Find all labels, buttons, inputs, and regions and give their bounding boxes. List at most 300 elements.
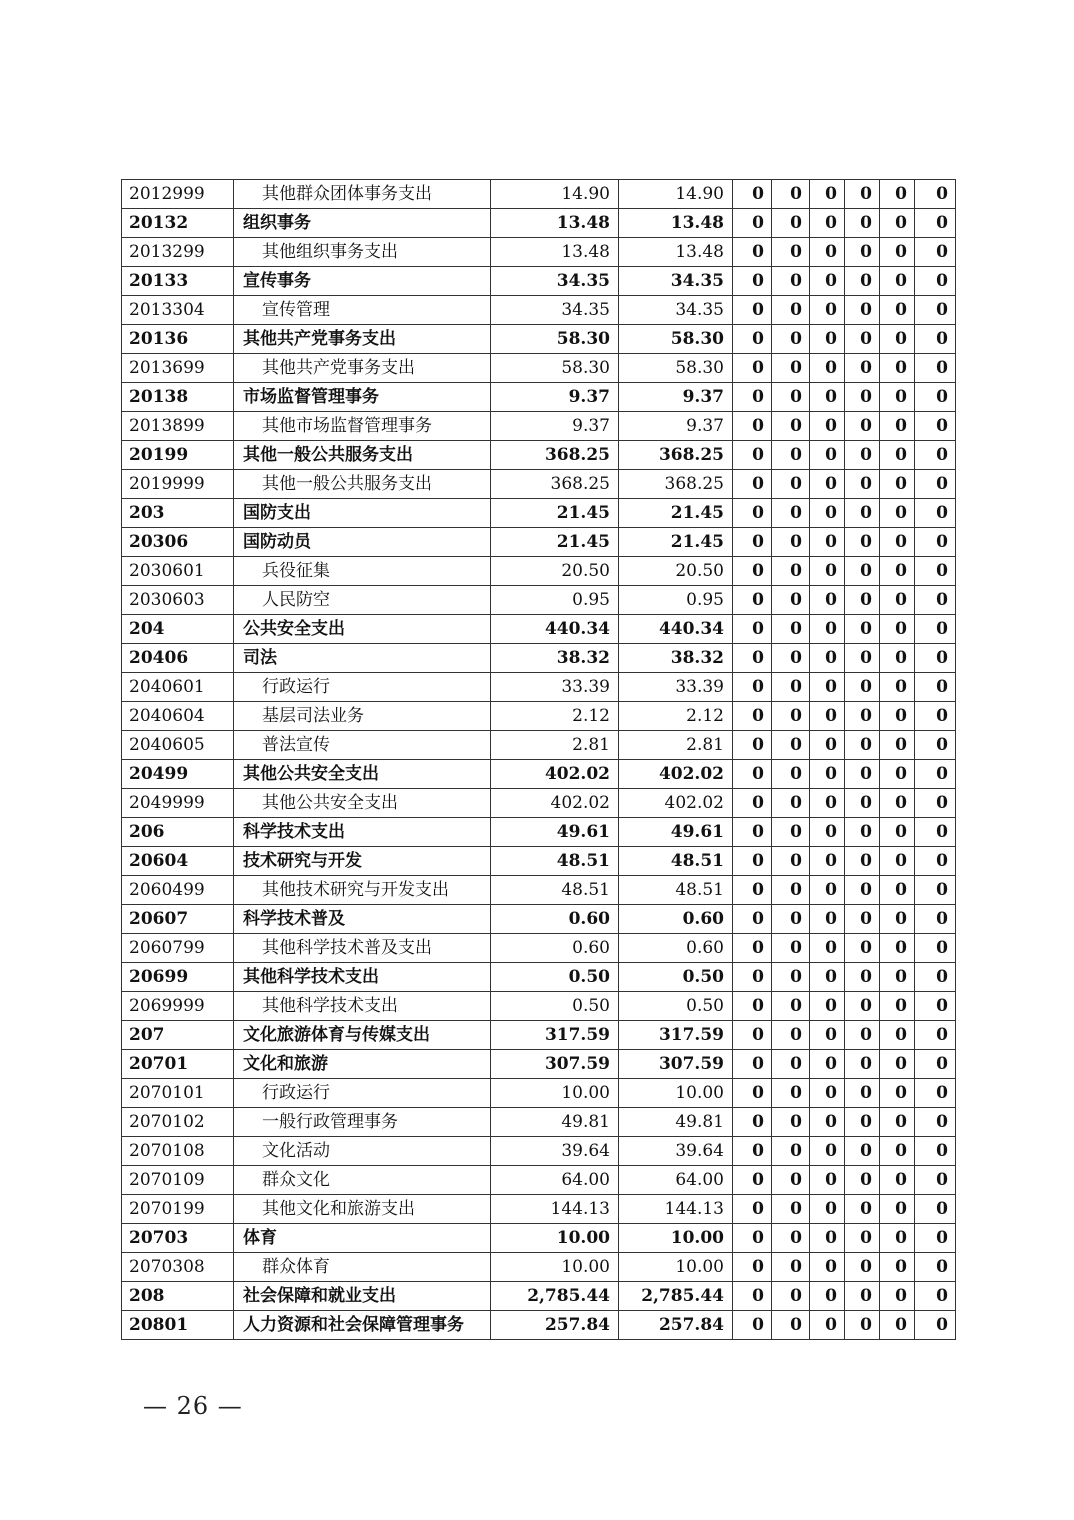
zero-value-cell: 0	[880, 354, 915, 383]
total-amount-cell: 2.12	[491, 702, 619, 731]
basic-amount-cell: 48.51	[619, 876, 733, 905]
basic-amount-cell: 317.59	[619, 1021, 733, 1050]
zero-value-cell: 0	[845, 905, 880, 934]
zero-value-cell: 0	[845, 1108, 880, 1137]
zero-value-cell: 0	[845, 1282, 880, 1311]
total-amount-cell: 9.37	[491, 383, 619, 412]
zero-value-cell: 0	[772, 325, 810, 354]
zero-value-cell: 0	[880, 615, 915, 644]
subject-code-cell: 2019999	[122, 470, 234, 499]
zero-value-cell: 0	[733, 209, 772, 238]
zero-value-cell: 0	[880, 1195, 915, 1224]
basic-amount-cell: 402.02	[619, 760, 733, 789]
zero-value-cell: 0	[733, 1108, 772, 1137]
zero-value-cell: 0	[845, 615, 880, 644]
total-amount-cell: 20.50	[491, 557, 619, 586]
zero-value-cell: 0	[880, 470, 915, 499]
table-row	[122, 992, 956, 1021]
table-row	[122, 180, 956, 209]
zero-value-cell: 0	[845, 296, 880, 325]
zero-value-cell: 0	[772, 615, 810, 644]
zero-value-cell: 0	[810, 180, 845, 209]
table-row	[122, 528, 956, 557]
zero-value-cell: 0	[880, 238, 915, 267]
zero-value-cell: 0	[880, 528, 915, 557]
zero-value-cell: 0	[772, 905, 810, 934]
zero-value-cell: 0	[845, 644, 880, 673]
zero-value-cell: 0	[733, 1050, 772, 1079]
zero-value-cell: 0	[845, 1166, 880, 1195]
zero-value-cell: 0	[810, 528, 845, 557]
table-row	[122, 1224, 956, 1253]
zero-value-cell: 0	[733, 818, 772, 847]
subject-name-cell: 普法宣传	[234, 731, 491, 760]
zero-value-cell: 0	[810, 818, 845, 847]
total-amount-cell: 2,785.44	[491, 1282, 619, 1311]
zero-value-cell: 0	[915, 702, 956, 731]
zero-value-cell: 0	[915, 789, 956, 818]
total-amount-cell: 0.95	[491, 586, 619, 615]
zero-value-cell: 0	[733, 615, 772, 644]
zero-value-cell: 0	[810, 470, 845, 499]
subject-name-cell: 文化和旅游	[234, 1050, 491, 1079]
total-amount-cell: 48.51	[491, 876, 619, 905]
zero-value-cell: 0	[880, 383, 915, 412]
basic-amount-cell: 307.59	[619, 1050, 733, 1079]
total-amount-cell: 49.81	[491, 1108, 619, 1137]
zero-value-cell: 0	[845, 702, 880, 731]
zero-value-cell: 0	[880, 760, 915, 789]
total-amount-cell: 13.48	[491, 238, 619, 267]
table-row	[122, 325, 956, 354]
zero-value-cell: 0	[733, 1166, 772, 1195]
zero-value-cell: 0	[880, 325, 915, 354]
basic-amount-cell: 368.25	[619, 441, 733, 470]
zero-value-cell: 0	[733, 876, 772, 905]
table-row	[122, 934, 956, 963]
zero-value-cell: 0	[880, 702, 915, 731]
zero-value-cell: 0	[845, 528, 880, 557]
zero-value-cell: 0	[880, 1253, 915, 1282]
zero-value-cell: 0	[810, 412, 845, 441]
basic-amount-cell: 0.50	[619, 992, 733, 1021]
zero-value-cell: 0	[733, 963, 772, 992]
zero-value-cell: 0	[880, 818, 915, 847]
subject-code-cell: 2030603	[122, 586, 234, 615]
table-row	[122, 731, 956, 760]
subject-code-cell: 2070109	[122, 1166, 234, 1195]
total-amount-cell: 144.13	[491, 1195, 619, 1224]
zero-value-cell: 0	[733, 1253, 772, 1282]
zero-value-cell: 0	[733, 586, 772, 615]
zero-value-cell: 0	[845, 1050, 880, 1079]
table-row	[122, 847, 956, 876]
zero-value-cell: 0	[845, 586, 880, 615]
table-row	[122, 818, 956, 847]
zero-value-cell: 0	[810, 934, 845, 963]
subject-name-cell: 群众体育	[234, 1253, 491, 1282]
zero-value-cell: 0	[880, 1282, 915, 1311]
subject-code-cell: 2013899	[122, 412, 234, 441]
zero-value-cell: 0	[880, 905, 915, 934]
zero-value-cell: 0	[880, 1079, 915, 1108]
zero-value-cell: 0	[845, 673, 880, 702]
subject-name-cell: 其他群众团体事务支出	[234, 180, 491, 209]
zero-value-cell: 0	[880, 934, 915, 963]
zero-value-cell: 0	[772, 209, 810, 238]
zero-value-cell: 0	[810, 325, 845, 354]
subject-code-cell: 2069999	[122, 992, 234, 1021]
zero-value-cell: 0	[733, 992, 772, 1021]
zero-value-cell: 0	[915, 325, 956, 354]
zero-value-cell: 0	[772, 1166, 810, 1195]
subject-code-cell: 2049999	[122, 789, 234, 818]
subject-name-cell: 宣传管理	[234, 296, 491, 325]
zero-value-cell: 0	[915, 238, 956, 267]
zero-value-cell: 0	[733, 702, 772, 731]
zero-value-cell: 0	[845, 238, 880, 267]
zero-value-cell: 0	[772, 383, 810, 412]
zero-value-cell: 0	[810, 586, 845, 615]
table-row	[122, 586, 956, 615]
zero-value-cell: 0	[915, 441, 956, 470]
zero-value-cell: 0	[915, 1224, 956, 1253]
zero-value-cell: 0	[845, 1195, 880, 1224]
subject-code-cell: 206	[122, 818, 234, 847]
total-amount-cell: 10.00	[491, 1253, 619, 1282]
subject-code-cell: 2070199	[122, 1195, 234, 1224]
zero-value-cell: 0	[880, 267, 915, 296]
zero-value-cell: 0	[810, 963, 845, 992]
subject-name-cell: 其他科学技术支出	[234, 963, 491, 992]
zero-value-cell: 0	[772, 1311, 810, 1340]
subject-name-cell: 体育	[234, 1224, 491, 1253]
subject-code-cell: 20699	[122, 963, 234, 992]
zero-value-cell: 0	[733, 1311, 772, 1340]
subject-name-cell: 技术研究与开发	[234, 847, 491, 876]
subject-code-cell: 2070101	[122, 1079, 234, 1108]
zero-value-cell: 0	[733, 296, 772, 325]
subject-name-cell: 科学技术普及	[234, 905, 491, 934]
basic-amount-cell: 9.37	[619, 412, 733, 441]
zero-value-cell: 0	[772, 847, 810, 876]
subject-name-cell: 文化旅游体育与传媒支出	[234, 1021, 491, 1050]
subject-name-cell: 人民防空	[234, 586, 491, 615]
zero-value-cell: 0	[880, 441, 915, 470]
zero-value-cell: 0	[845, 1137, 880, 1166]
zero-value-cell: 0	[810, 499, 845, 528]
zero-value-cell: 0	[733, 1282, 772, 1311]
zero-value-cell: 0	[810, 847, 845, 876]
subject-name-cell: 一般行政管理事务	[234, 1108, 491, 1137]
basic-amount-cell: 38.32	[619, 644, 733, 673]
total-amount-cell: 307.59	[491, 1050, 619, 1079]
basic-amount-cell: 257.84	[619, 1311, 733, 1340]
basic-amount-cell: 2,785.44	[619, 1282, 733, 1311]
subject-code-cell: 2012999	[122, 180, 234, 209]
zero-value-cell: 0	[915, 1195, 956, 1224]
zero-value-cell: 0	[845, 731, 880, 760]
subject-code-cell: 2013304	[122, 296, 234, 325]
total-amount-cell: 34.35	[491, 267, 619, 296]
zero-value-cell: 0	[810, 441, 845, 470]
table-row	[122, 673, 956, 702]
zero-value-cell: 0	[915, 876, 956, 905]
basic-amount-cell: 14.90	[619, 180, 733, 209]
subject-code-cell: 20607	[122, 905, 234, 934]
basic-amount-cell: 58.30	[619, 325, 733, 354]
total-amount-cell: 0.60	[491, 934, 619, 963]
table-row	[122, 789, 956, 818]
table-row	[122, 1166, 956, 1195]
page-number: — 26 —	[143, 1392, 243, 1420]
zero-value-cell: 0	[880, 296, 915, 325]
zero-value-cell: 0	[880, 1224, 915, 1253]
zero-value-cell: 0	[772, 789, 810, 818]
subject-name-cell: 群众文化	[234, 1166, 491, 1195]
subject-name-cell: 其他一般公共服务支出	[234, 441, 491, 470]
zero-value-cell: 0	[880, 1311, 915, 1340]
table-row	[122, 238, 956, 267]
basic-amount-cell: 0.60	[619, 905, 733, 934]
zero-value-cell: 0	[810, 1108, 845, 1137]
zero-value-cell: 0	[772, 1282, 810, 1311]
basic-amount-cell: 48.51	[619, 847, 733, 876]
total-amount-cell: 13.48	[491, 209, 619, 238]
total-amount-cell: 10.00	[491, 1224, 619, 1253]
total-amount-cell: 0.60	[491, 905, 619, 934]
zero-value-cell: 0	[810, 644, 845, 673]
subject-name-cell: 国防支出	[234, 499, 491, 528]
zero-value-cell: 0	[915, 1021, 956, 1050]
subject-code-cell: 20703	[122, 1224, 234, 1253]
basic-amount-cell: 10.00	[619, 1079, 733, 1108]
table-row	[122, 1253, 956, 1282]
zero-value-cell: 0	[810, 1311, 845, 1340]
zero-value-cell: 0	[810, 557, 845, 586]
table-row	[122, 1282, 956, 1311]
zero-value-cell: 0	[915, 992, 956, 1021]
total-amount-cell: 49.61	[491, 818, 619, 847]
total-amount-cell: 317.59	[491, 1021, 619, 1050]
table-row	[122, 1311, 956, 1340]
zero-value-cell: 0	[880, 1166, 915, 1195]
basic-amount-cell: 368.25	[619, 470, 733, 499]
subject-code-cell: 2070308	[122, 1253, 234, 1282]
subject-name-cell: 兵役征集	[234, 557, 491, 586]
zero-value-cell: 0	[880, 673, 915, 702]
subject-code-cell: 2060499	[122, 876, 234, 905]
zero-value-cell: 0	[772, 499, 810, 528]
zero-value-cell: 0	[880, 586, 915, 615]
total-amount-cell: 14.90	[491, 180, 619, 209]
basic-amount-cell: 33.39	[619, 673, 733, 702]
subject-name-cell: 其他公共安全支出	[234, 789, 491, 818]
zero-value-cell: 0	[880, 847, 915, 876]
zero-value-cell: 0	[772, 586, 810, 615]
zero-value-cell: 0	[880, 499, 915, 528]
subject-code-cell: 207	[122, 1021, 234, 1050]
zero-value-cell: 0	[845, 354, 880, 383]
subject-code-cell: 2040605	[122, 731, 234, 760]
basic-amount-cell: 2.81	[619, 731, 733, 760]
table-row	[122, 702, 956, 731]
zero-value-cell: 0	[733, 238, 772, 267]
zero-value-cell: 0	[810, 876, 845, 905]
subject-code-cell: 2070108	[122, 1137, 234, 1166]
zero-value-cell: 0	[733, 383, 772, 412]
subject-name-cell: 公共安全支出	[234, 615, 491, 644]
subject-code-cell: 20136	[122, 325, 234, 354]
subject-name-cell: 其他市场监督管理事务	[234, 412, 491, 441]
zero-value-cell: 0	[880, 180, 915, 209]
zero-value-cell: 0	[810, 238, 845, 267]
basic-amount-cell: 0.60	[619, 934, 733, 963]
basic-amount-cell: 10.00	[619, 1224, 733, 1253]
zero-value-cell: 0	[915, 644, 956, 673]
subject-name-cell: 司法	[234, 644, 491, 673]
zero-value-cell: 0	[772, 412, 810, 441]
subject-name-cell: 科学技术支出	[234, 818, 491, 847]
zero-value-cell: 0	[772, 267, 810, 296]
subject-name-cell: 其他技术研究与开发支出	[234, 876, 491, 905]
zero-value-cell: 0	[810, 1079, 845, 1108]
zero-value-cell: 0	[772, 818, 810, 847]
zero-value-cell: 0	[845, 1253, 880, 1282]
zero-value-cell: 0	[810, 905, 845, 934]
zero-value-cell: 0	[810, 1137, 845, 1166]
zero-value-cell: 0	[810, 1166, 845, 1195]
subject-code-cell: 2070102	[122, 1108, 234, 1137]
zero-value-cell: 0	[880, 992, 915, 1021]
table-row	[122, 760, 956, 789]
zero-value-cell: 0	[772, 644, 810, 673]
table-row	[122, 470, 956, 499]
zero-value-cell: 0	[915, 586, 956, 615]
zero-value-cell: 0	[915, 528, 956, 557]
zero-value-cell: 0	[880, 644, 915, 673]
table-row	[122, 1195, 956, 1224]
zero-value-cell: 0	[772, 702, 810, 731]
zero-value-cell: 0	[733, 499, 772, 528]
zero-value-cell: 0	[772, 1137, 810, 1166]
table-row	[122, 1050, 956, 1079]
subject-name-cell: 其他文化和旅游支出	[234, 1195, 491, 1224]
subject-name-cell: 其他共产党事务支出	[234, 325, 491, 354]
subject-name-cell: 宣传事务	[234, 267, 491, 296]
zero-value-cell: 0	[772, 731, 810, 760]
total-amount-cell: 440.34	[491, 615, 619, 644]
subject-name-cell: 其他科学技术支出	[234, 992, 491, 1021]
zero-value-cell: 0	[810, 789, 845, 818]
zero-value-cell: 0	[845, 1021, 880, 1050]
subject-code-cell: 2040604	[122, 702, 234, 731]
zero-value-cell: 0	[733, 557, 772, 586]
subject-name-cell: 其他一般公共服务支出	[234, 470, 491, 499]
total-amount-cell: 10.00	[491, 1079, 619, 1108]
zero-value-cell: 0	[733, 1021, 772, 1050]
zero-value-cell: 0	[915, 557, 956, 586]
zero-value-cell: 0	[733, 528, 772, 557]
table-row	[122, 1079, 956, 1108]
basic-amount-cell: 0.95	[619, 586, 733, 615]
zero-value-cell: 0	[915, 1050, 956, 1079]
zero-value-cell: 0	[845, 267, 880, 296]
basic-amount-cell: 9.37	[619, 383, 733, 412]
zero-value-cell: 0	[915, 934, 956, 963]
zero-value-cell: 0	[733, 1195, 772, 1224]
total-amount-cell: 0.50	[491, 992, 619, 1021]
zero-value-cell: 0	[880, 789, 915, 818]
zero-value-cell: 0	[772, 354, 810, 383]
zero-value-cell: 0	[915, 354, 956, 383]
subject-code-cell: 20801	[122, 1311, 234, 1340]
zero-value-cell: 0	[915, 209, 956, 238]
zero-value-cell: 0	[915, 818, 956, 847]
zero-value-cell: 0	[845, 992, 880, 1021]
basic-amount-cell: 34.35	[619, 296, 733, 325]
total-amount-cell: 2.81	[491, 731, 619, 760]
basic-amount-cell: 440.34	[619, 615, 733, 644]
zero-value-cell: 0	[845, 789, 880, 818]
basic-amount-cell: 13.48	[619, 209, 733, 238]
table-row	[122, 267, 956, 296]
total-amount-cell: 33.39	[491, 673, 619, 702]
total-amount-cell: 0.50	[491, 963, 619, 992]
zero-value-cell: 0	[915, 1166, 956, 1195]
subject-code-cell: 20306	[122, 528, 234, 557]
subject-code-cell: 208	[122, 1282, 234, 1311]
subject-code-cell: 20199	[122, 441, 234, 470]
zero-value-cell: 0	[880, 412, 915, 441]
table-row	[122, 1137, 956, 1166]
zero-value-cell: 0	[915, 470, 956, 499]
zero-value-cell: 0	[810, 1224, 845, 1253]
table-row	[122, 354, 956, 383]
table-row	[122, 1021, 956, 1050]
subject-code-cell: 2060799	[122, 934, 234, 963]
zero-value-cell: 0	[810, 615, 845, 644]
zero-value-cell: 0	[772, 992, 810, 1021]
zero-value-cell: 0	[810, 760, 845, 789]
zero-value-cell: 0	[733, 325, 772, 354]
total-amount-cell: 368.25	[491, 470, 619, 499]
zero-value-cell: 0	[845, 760, 880, 789]
table-row	[122, 963, 956, 992]
basic-amount-cell: 58.30	[619, 354, 733, 383]
zero-value-cell: 0	[880, 1021, 915, 1050]
zero-value-cell: 0	[845, 963, 880, 992]
zero-value-cell: 0	[733, 470, 772, 499]
zero-value-cell: 0	[733, 180, 772, 209]
subject-code-cell: 20138	[122, 383, 234, 412]
zero-value-cell: 0	[772, 1253, 810, 1282]
table-row	[122, 557, 956, 586]
basic-amount-cell: 21.45	[619, 528, 733, 557]
zero-value-cell: 0	[880, 963, 915, 992]
zero-value-cell: 0	[733, 267, 772, 296]
basic-amount-cell: 144.13	[619, 1195, 733, 1224]
zero-value-cell: 0	[915, 499, 956, 528]
subject-code-cell: 2013299	[122, 238, 234, 267]
subject-code-cell: 2013699	[122, 354, 234, 383]
subject-code-cell: 20133	[122, 267, 234, 296]
zero-value-cell: 0	[772, 1050, 810, 1079]
zero-value-cell: 0	[880, 1050, 915, 1079]
zero-value-cell: 0	[772, 180, 810, 209]
basic-amount-cell: 49.61	[619, 818, 733, 847]
table-row	[122, 296, 956, 325]
